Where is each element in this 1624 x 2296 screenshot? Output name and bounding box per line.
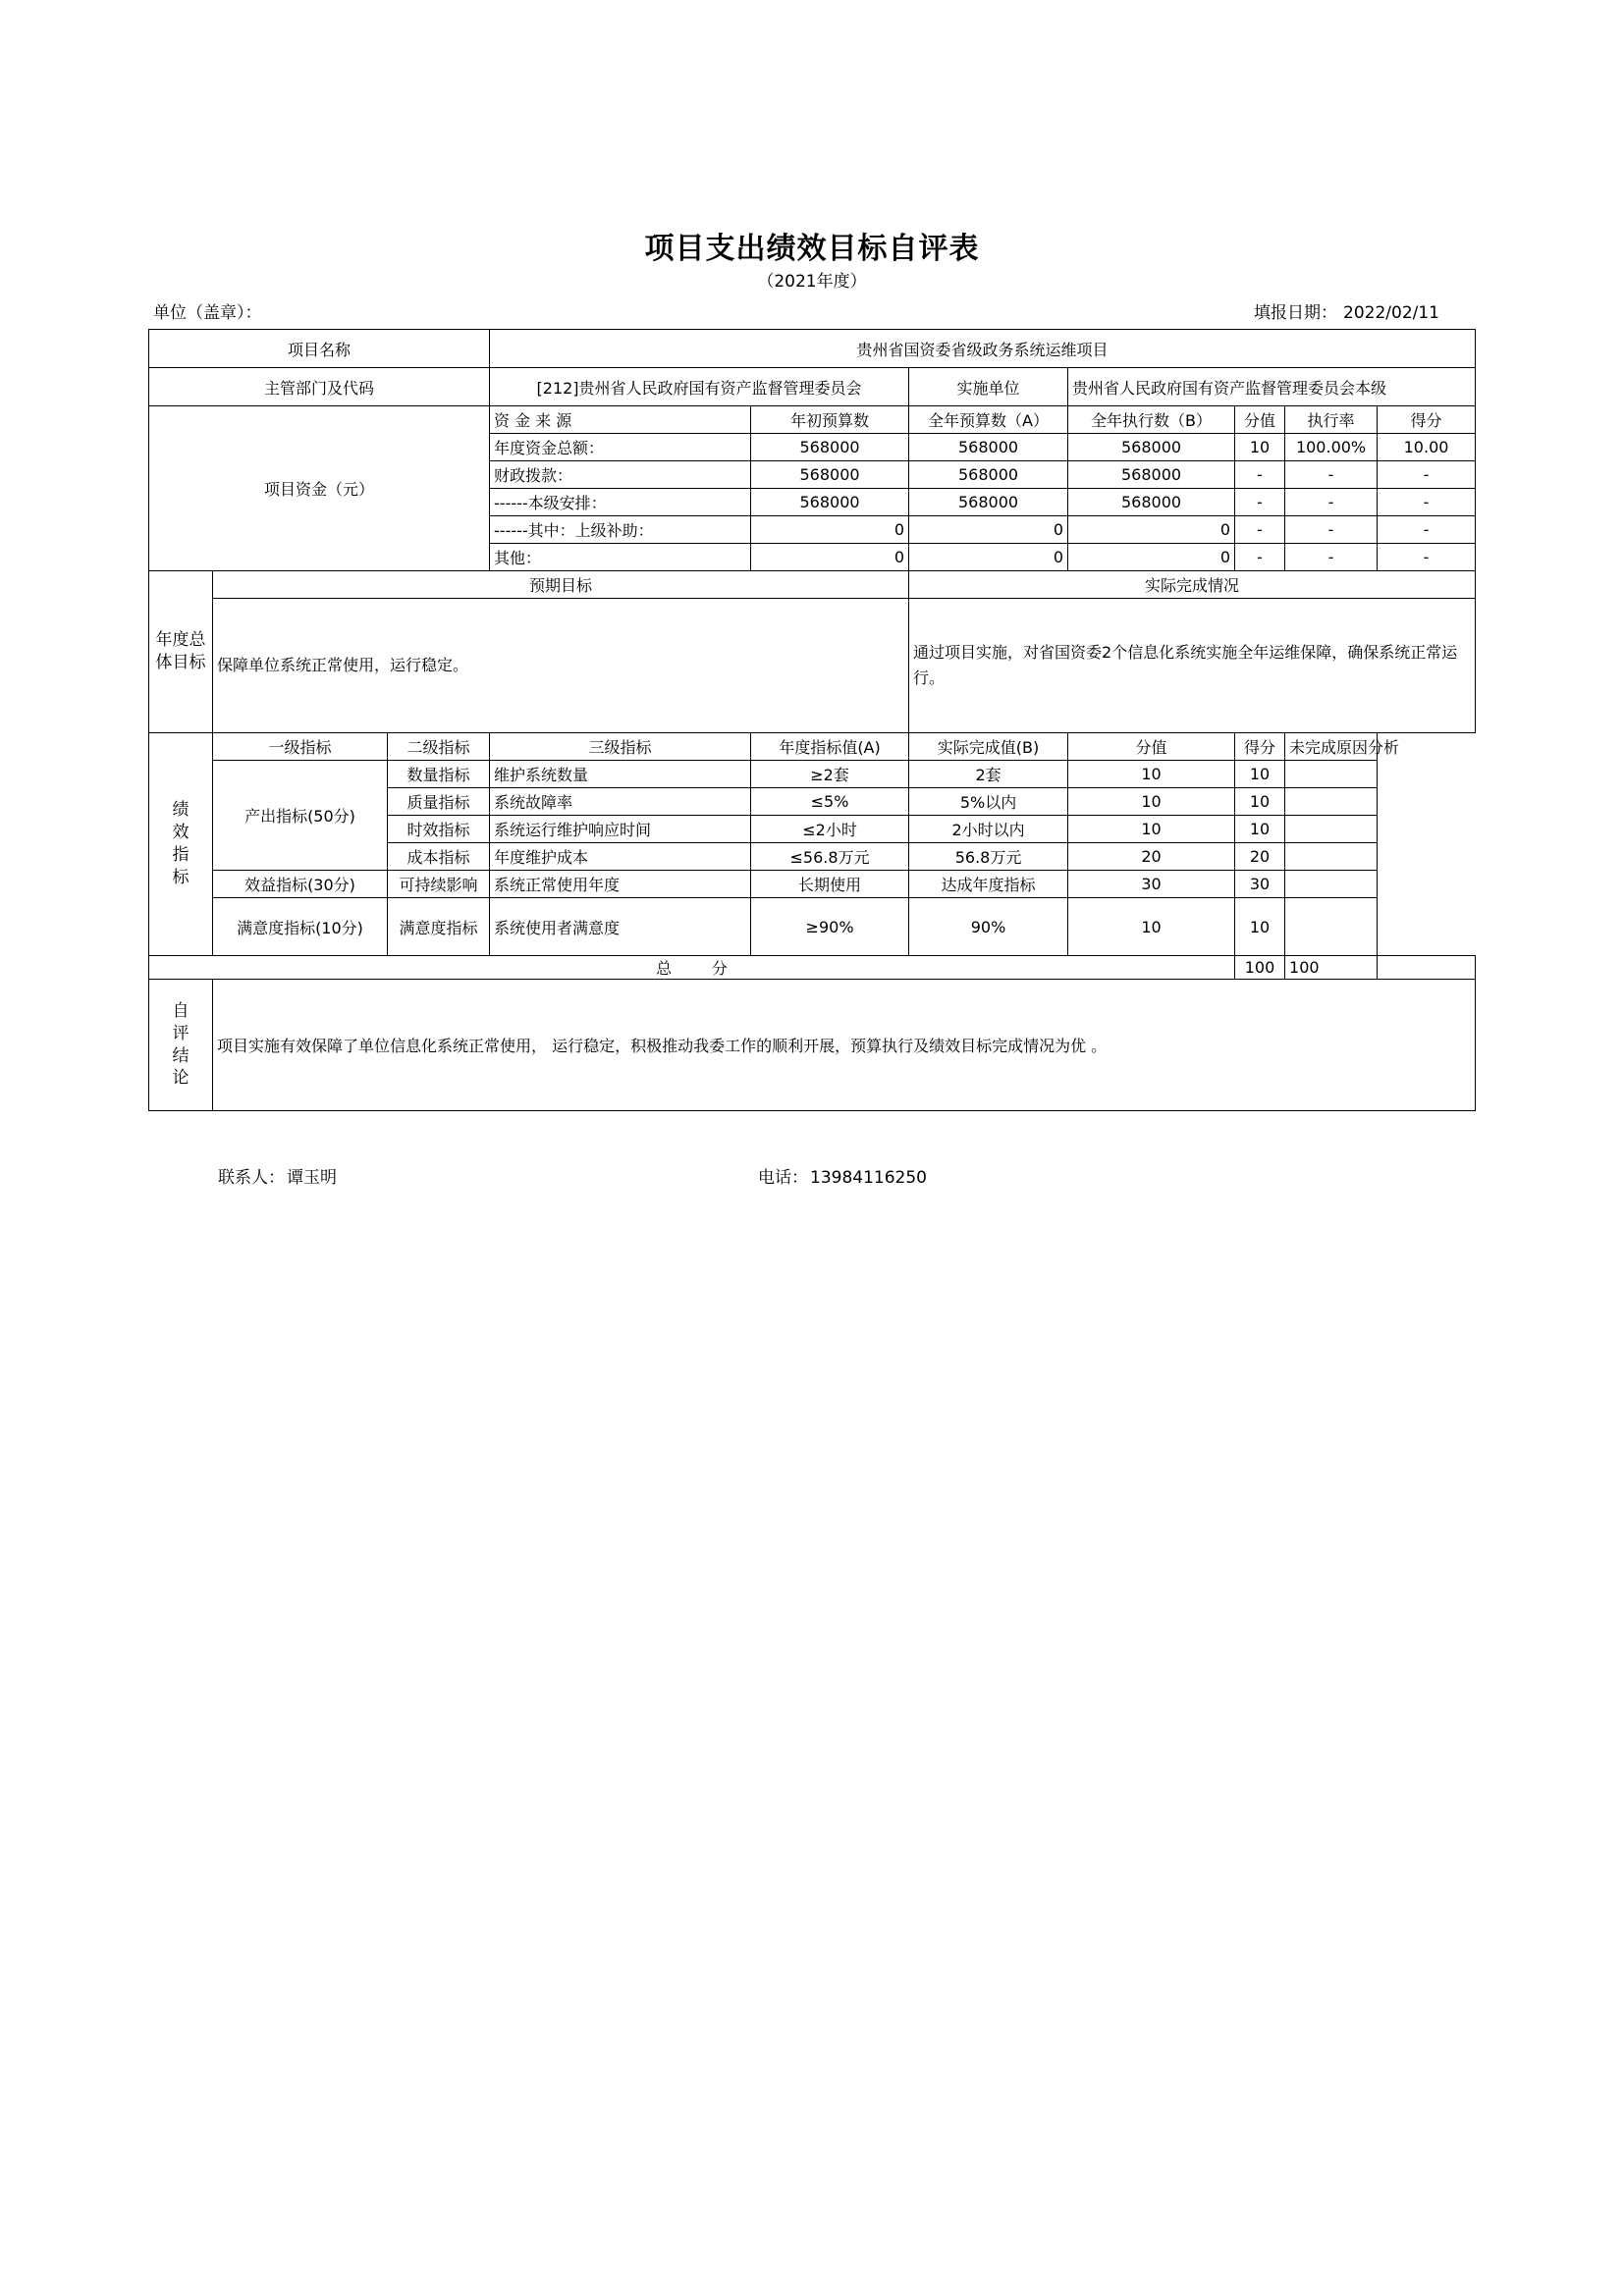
indicator-header-cell: 二级指标 [388,733,490,761]
fill-date-label: 填报日期： [1254,303,1338,323]
indicator-level3: 年度维护成本 [490,843,751,871]
indicator-actual: 56.8万元 [909,843,1068,871]
indicator-score-value: 20 [1068,843,1235,871]
indicator-level2: 成本指标 [388,843,490,871]
indicator-reason [1285,871,1378,898]
indicator-level2: 数量指标 [388,761,490,788]
project-name-row [149,330,1476,368]
funds-header-cell: 分值 [1235,406,1285,434]
benefit-indicator-row [149,871,1476,898]
funds-label: 项目资金（元） [149,406,490,571]
funds-score-value: - [1235,461,1285,489]
indicator-score-value: 10 [1068,816,1235,843]
indicator-score: 10 [1235,761,1285,788]
funds-source: 年度资金总额： [490,434,751,461]
funds-exec-rate: - [1285,461,1378,489]
funds-source: 财政拨款： [490,461,751,489]
phone-value: 13984116250 [810,1168,927,1188]
indicator-level3: 系统运行维护响应时间 [490,816,751,843]
indicator-level3: 系统正常使用年度 [490,871,751,898]
indicator-reason [1285,816,1378,843]
indicator-score: 10 [1235,816,1285,843]
funds-header-cell: 年初预算数 [751,406,909,434]
indicator-target: ≤56.8万元 [751,843,909,871]
funds-score-value: - [1235,516,1285,544]
page-title: 项目支出绩效目标自评表 [644,232,980,266]
indicator-score: 10 [1235,898,1285,956]
indicator-actual: 5%以内 [909,788,1068,816]
funds-score-value: - [1235,544,1285,571]
funds-score-value: - [1235,489,1285,516]
fill-date [1248,298,1439,323]
goals-expected-text: 保障单位系统正常使用，运行稳定。 [213,599,909,733]
funds-header-cell: 资 金 来 源 [490,406,751,434]
contact-name: 谭玉明 [287,1168,337,1188]
funds-score-value: 10 [1235,434,1285,461]
indicator-target: 长期使用 [751,871,909,898]
satisfaction-indicator-label: 满意度指标(10分) [213,898,388,956]
indicator-header-cell: 分值 [1068,733,1235,761]
indicator-reason [1285,788,1378,816]
indicator-score: 20 [1235,843,1285,871]
indicator-level3: 系统使用者满意度 [490,898,751,956]
indicator-actual: 90% [909,898,1068,956]
indicator-row [149,761,1476,788]
funds-executed: 0 [1068,544,1235,571]
impl-value: 贵州省人民政府国有资产监督管理委员会本级 [1068,368,1476,406]
funds-initial-budget: 568000 [751,434,909,461]
funds-initial-budget: 568000 [751,489,909,516]
indicator-level2: 时效指标 [388,816,490,843]
funds-annual-budget: 568000 [909,461,1068,489]
dept-value: [212]贵州省人民政府国有资产监督管理委员会 [490,368,909,406]
funds-score: 10.00 [1378,434,1476,461]
indicator-level2: 质量指标 [388,788,490,816]
indicator-score-value: 10 [1068,761,1235,788]
total-label: 总 分 [149,956,1235,980]
indicator-header-cell: 未完成原因分析 [1285,733,1378,761]
indicator-header-cell: 一级指标 [213,733,388,761]
goals-actual-header: 实际完成情况 [909,571,1476,599]
indicator-score: 30 [1235,871,1285,898]
indicator-actual: 2套 [909,761,1068,788]
funds-annual-budget: 0 [909,516,1068,544]
indicator-level2: 满意度指标 [388,898,490,956]
satisfaction-indicator-row [149,898,1476,956]
conclusion-label: 自评结论 [149,980,213,1111]
funds-source: 其他： [490,544,751,571]
indicator-score-value: 10 [1068,898,1235,956]
conclusion-row [149,980,1476,1111]
funds-exec-rate: 100.00% [1285,434,1378,461]
indicator-target: ≥90% [751,898,909,956]
indicator-actual: 达成年度指标 [909,871,1068,898]
funds-header-cell: 全年预算数（A） [909,406,1068,434]
goals-content-row [149,599,1476,733]
total-score: 100 [1285,956,1378,980]
funds-header-cell: 全年执行数（B） [1068,406,1235,434]
total-score-value: 100 [1235,956,1285,980]
fill-date-value: 2022/02/11 [1343,303,1439,323]
indicator-header-cell: 三级指标 [490,733,751,761]
funds-header-cell: 执行率 [1285,406,1378,434]
indicator-reason [1285,843,1378,871]
funds-initial-budget: 0 [751,516,909,544]
funds-header-row [149,406,1476,434]
indicator-target: ≥2套 [751,761,909,788]
funds-annual-budget: 0 [909,544,1068,571]
funds-exec-rate: - [1285,544,1378,571]
funds-score: - [1378,544,1476,571]
phone [756,1163,927,1188]
funds-score: - [1378,461,1476,489]
indicator-level3: 维护系统数量 [490,761,751,788]
funds-initial-budget: 568000 [751,461,909,489]
benefit-indicator-label: 效益指标(30分) [213,871,388,898]
impl-label: 实施单位 [909,368,1068,406]
contact-label: 联系人： [218,1168,285,1188]
indicator-header-cell: 年度指标值(A) [751,733,909,761]
funds-annual-budget: 568000 [909,489,1068,516]
goals-expected-header: 预期目标 [213,571,909,599]
indicator-actual: 2小时以内 [909,816,1068,843]
indicator-reason [1285,761,1378,788]
funds-executed: 568000 [1068,461,1235,489]
indicator-target: ≤2小时 [751,816,909,843]
dept-row [149,368,1476,406]
total-row [149,956,1476,980]
funds-source: ------本级安排： [490,489,751,516]
goals-actual-text: 通过项目实施，对省国资委2个信息化系统实施全年运维保障，确保系统正常运行。 [909,599,1476,733]
project-name-value: 贵州省国资委省级政务系统运维项目 [490,330,1476,368]
funds-annual-budget: 568000 [909,434,1068,461]
indicator-header-cell: 得分 [1235,733,1285,761]
funds-score: - [1378,516,1476,544]
indicator-target: ≤5% [751,788,909,816]
funds-initial-budget: 0 [751,544,909,571]
funds-executed: 568000 [1068,434,1235,461]
funds-source: ------其中：上级补助： [490,516,751,544]
evaluation-table [148,329,1476,1111]
funds-score: - [1378,489,1476,516]
project-name-label: 项目名称 [149,330,490,368]
indicator-level3: 系统故障率 [490,788,751,816]
goals-header-row [149,571,1476,599]
funds-header-cell: 得分 [1378,406,1476,434]
indicator-score-value: 30 [1068,871,1235,898]
funds-exec-rate: - [1285,516,1378,544]
total-reason [1378,956,1476,980]
contact [216,1163,337,1188]
indicators-label: 绩效指标 [149,733,213,956]
indicator-score: 10 [1235,788,1285,816]
indicator-level2: 可持续影响 [388,871,490,898]
unit-stamp-label: 单位（盖章）： [153,303,262,323]
phone-label: 电话： [758,1168,808,1188]
funds-exec-rate: - [1285,489,1378,516]
indicator-score-value: 10 [1068,788,1235,816]
conclusion-text: 项目实施有效保障了单位信息化系统正常使用， 运行稳定，积极推动我委工作的顺利开展，预算执行及绩效目标完成情况为优 。 [213,980,1476,1111]
indicator-header-cell: 实际完成值(B) [909,733,1068,761]
goals-label: 年度总体目标 [149,571,213,733]
indicators-header-row [149,733,1476,761]
funds-executed: 0 [1068,516,1235,544]
output-indicator-label: 产出指标(50分) [213,761,388,871]
dept-label: 主管部门及代码 [149,368,490,406]
indicator-reason [1285,898,1378,956]
funds-executed: 568000 [1068,489,1235,516]
page-subtitle: （2021年度） [757,272,867,292]
